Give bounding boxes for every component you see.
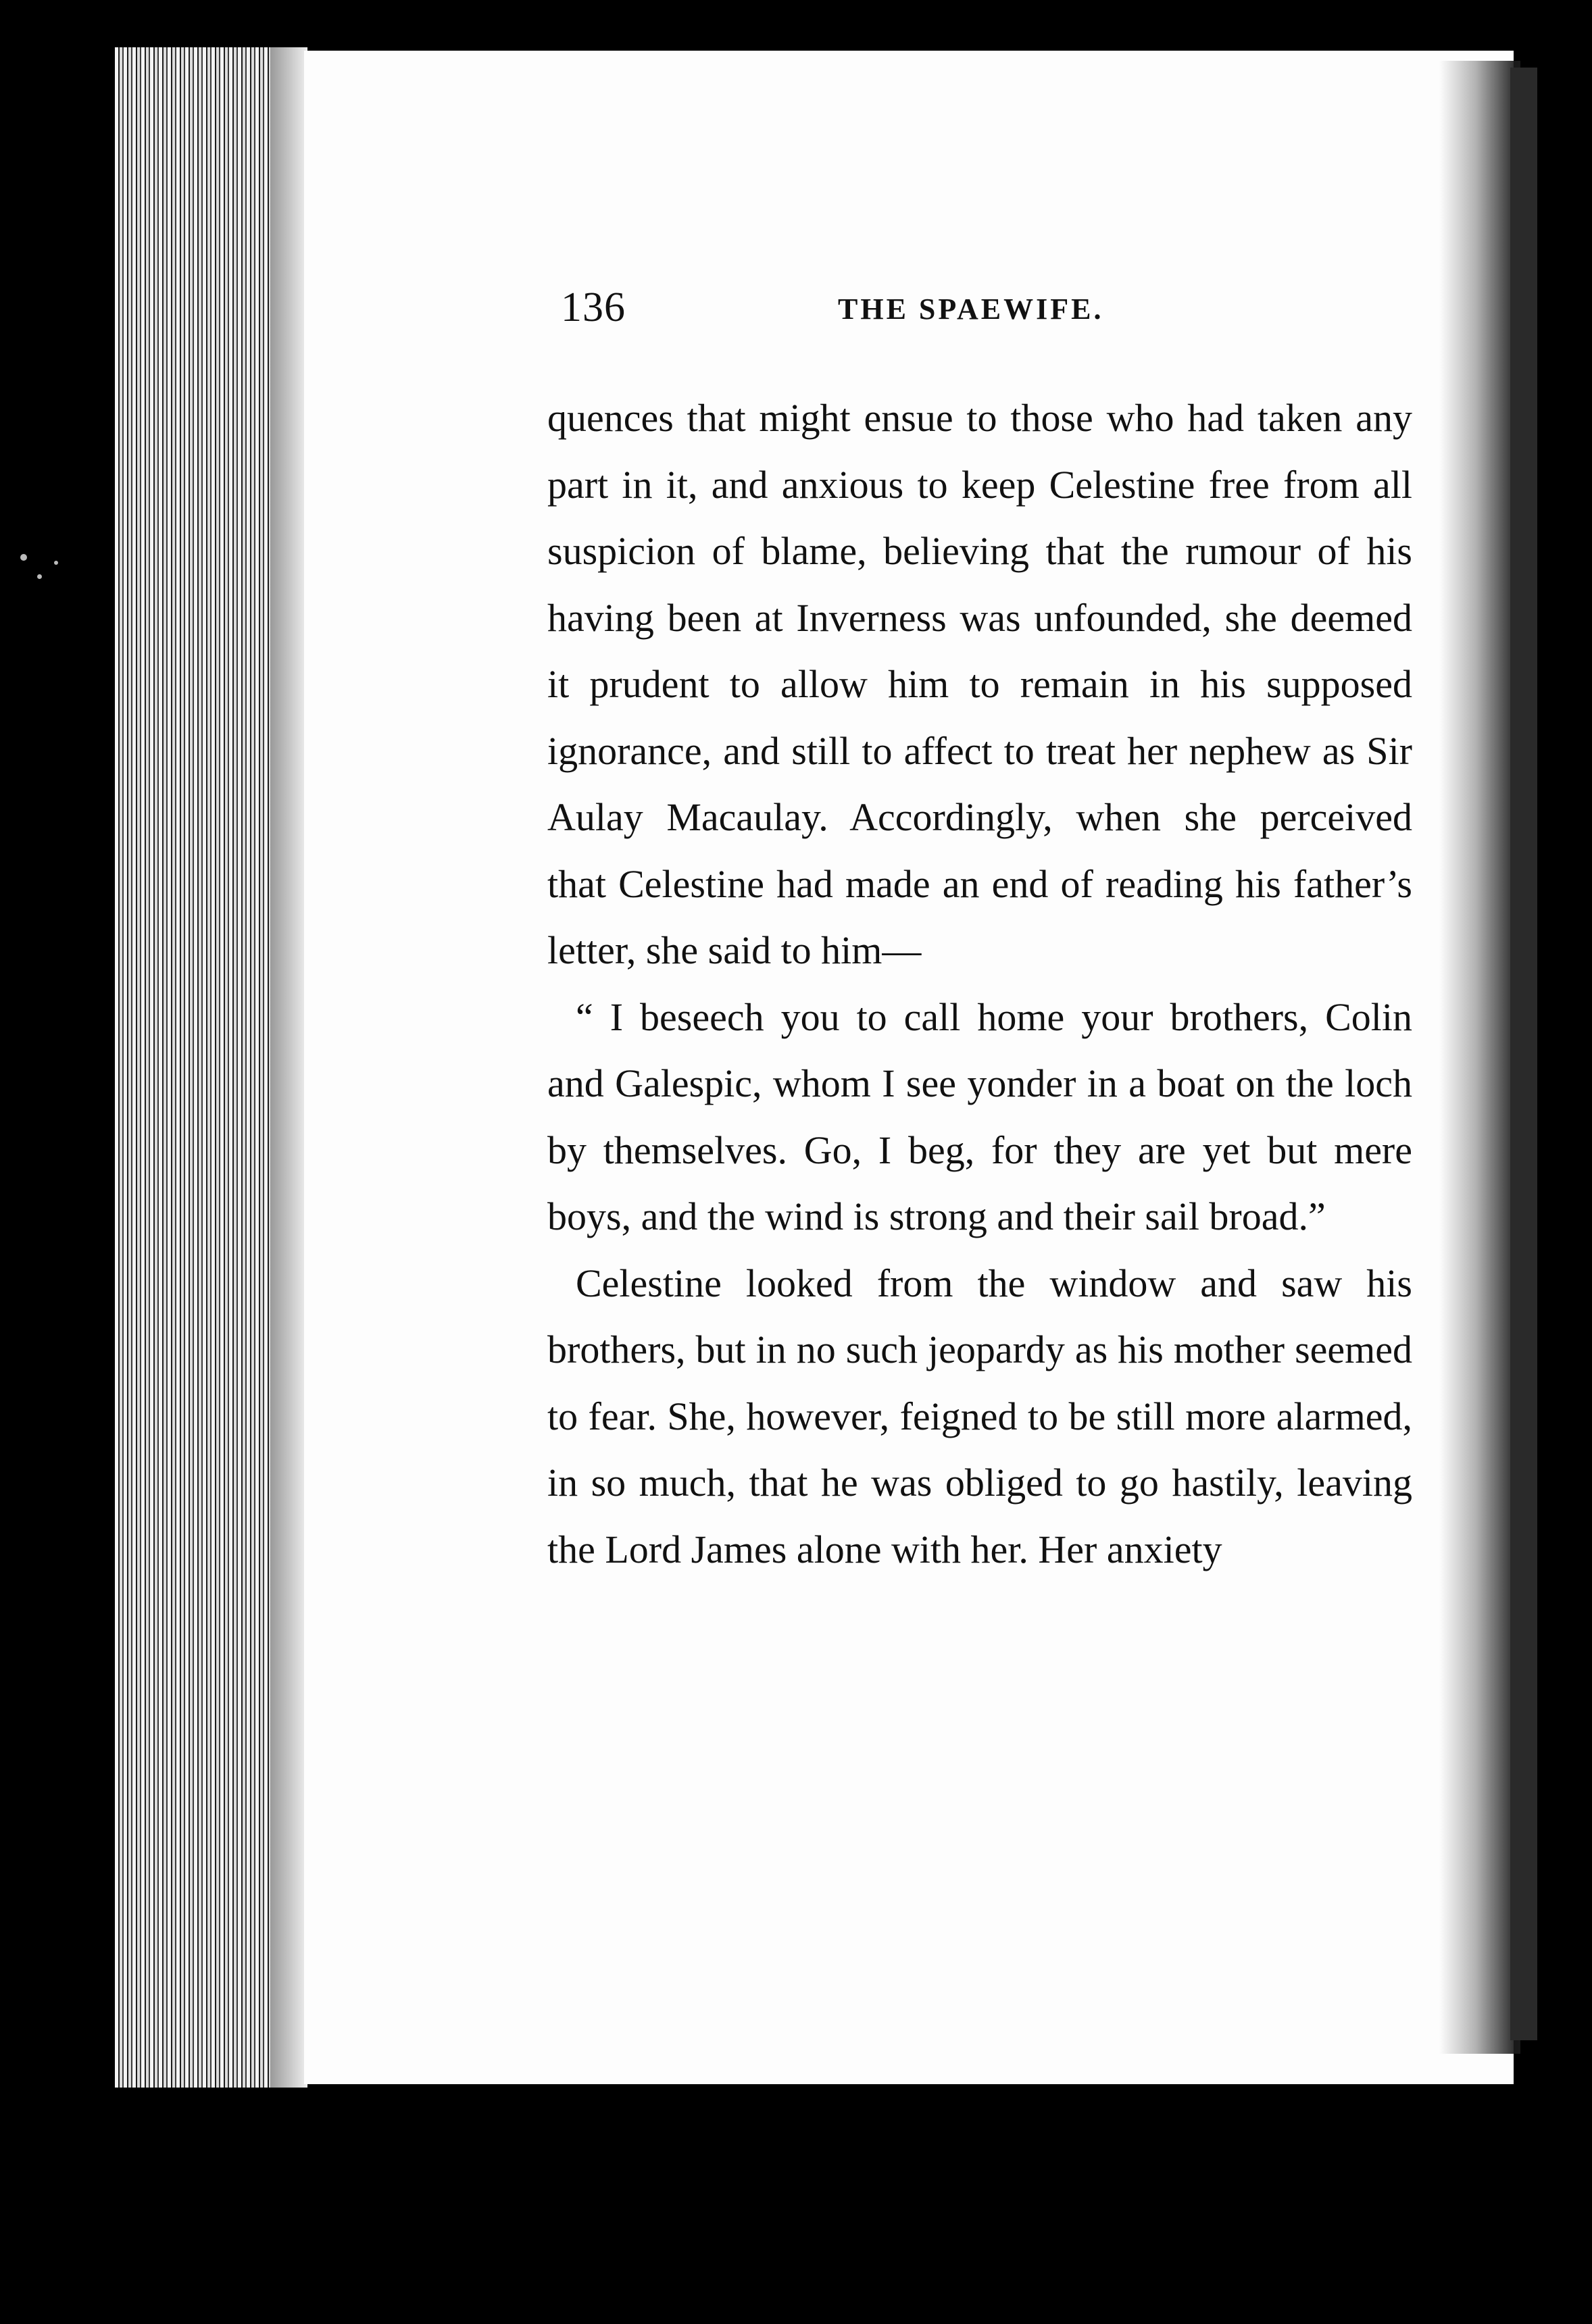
running-head: THE SPAEWIFE.	[838, 293, 1104, 326]
body-text	[547, 385, 1412, 1583]
scan-speck	[54, 561, 58, 565]
gutter-shadow	[270, 47, 307, 2088]
binding-shadow	[1439, 61, 1520, 2054]
paragraph: Celestine looked from the window and saw his brothers, but in no such jeopardy as his mother seemed to fear. She, however, feigned to be still more alarmed, in so much, that he was obliged to go hastily, leaving the Lord James alone with her. Her anxiety	[547, 1261, 1412, 1571]
paragraph: quences that might ensue to those who had taken any part in it, and anxious to keep Celestine free from all suspicion of blame, believing that the rumour of his having been at Inverness was unfounded, she deemed it prudent to allow him to remain in his supposed ignorance, and still to affect to treat her nephew as Sir Aulay Macaulay. Accordingly, when she perceived that Celestine had made an end of reading his father’s letter, she said to him—	[547, 396, 1412, 972]
scan-speck	[37, 574, 42, 579]
paragraph: “ I beseech you to call home your brothers, Colin and Galespic, whom I see yonder in a boat on the loch by themselves. Go, I beg, for they are yet but mere boys, and the wind is strong and their sail broad.”	[547, 994, 1412, 1238]
page-number: 136	[561, 284, 626, 330]
scan-speck	[20, 554, 27, 561]
page-header	[561, 284, 1406, 351]
page-right-edge	[1510, 68, 1537, 2040]
